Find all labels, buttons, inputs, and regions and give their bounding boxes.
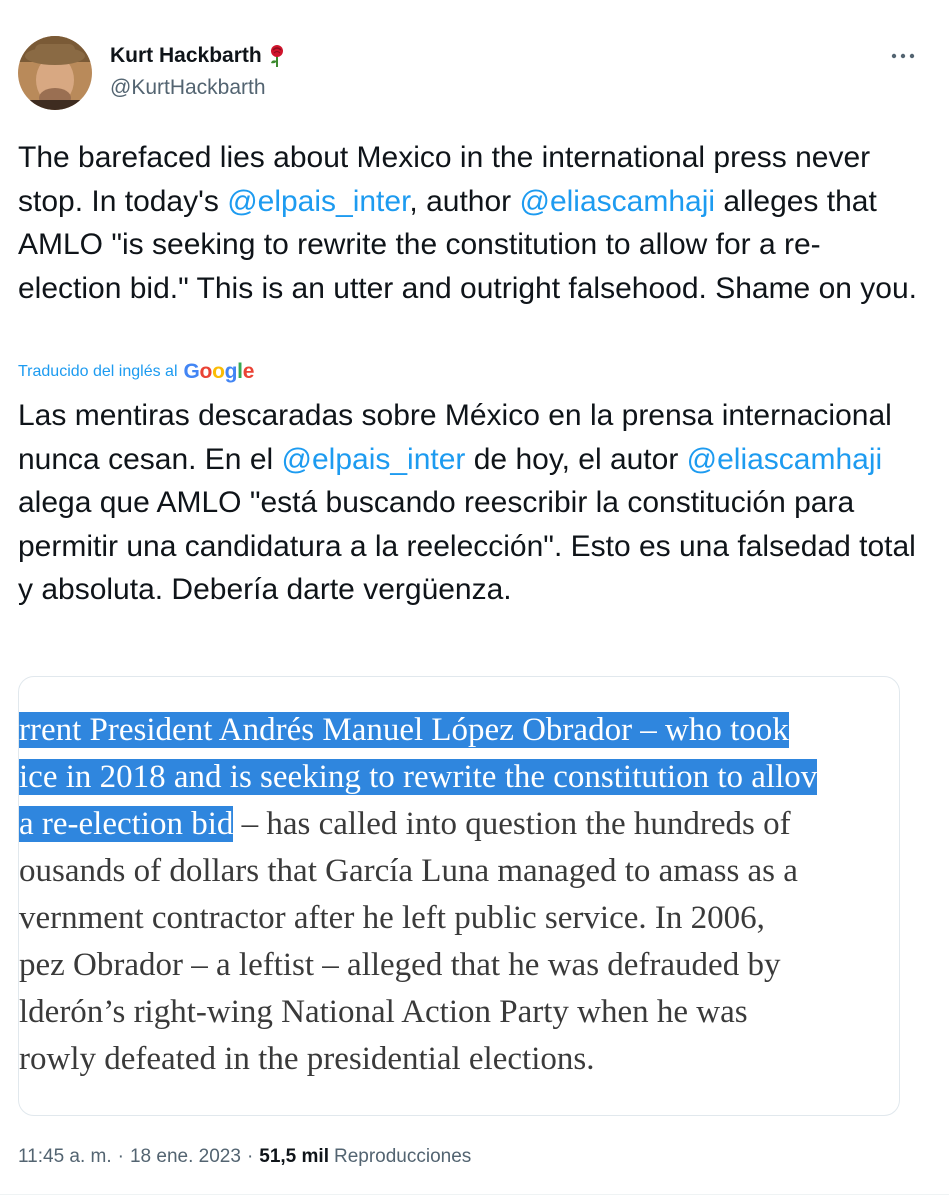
article-text-rest: – has called into question the hundreds of bbox=[233, 806, 791, 842]
highlighted-text: ice in 2018 and is seeking to rewrite the constitution to allov bbox=[19, 759, 818, 795]
translated-text-segment: de hoy, el autor bbox=[465, 442, 687, 476]
article-text-rest: lderón’s right-wing National Action Party when he was bbox=[19, 994, 748, 1030]
views-label: Reproducciones bbox=[333, 1146, 472, 1167]
avatar[interactable] bbox=[18, 36, 92, 110]
article-line bbox=[19, 989, 899, 1036]
divider bbox=[0, 1194, 949, 1195]
handle[interactable]: @KurtHackbarth bbox=[110, 76, 266, 99]
translated-text-segment: alega que AMLO "está buscando reescribir la constitución para permitir una candidatura a la reelección". Esto es una falsedad total y absoluta. Debería darte vergüenza. bbox=[18, 486, 916, 606]
article-text-rest: rowly defeated in the presidential elections. bbox=[19, 1041, 595, 1077]
translated-text bbox=[18, 394, 923, 612]
article-line bbox=[19, 848, 899, 895]
google-logo: Google bbox=[183, 360, 255, 383]
tweet-date[interactable]: 18 ene. 2023 bbox=[129, 1146, 241, 1167]
name-row bbox=[110, 44, 286, 68]
rose-icon bbox=[268, 44, 286, 68]
tweet-text-segment: , author bbox=[409, 184, 520, 218]
mention-link[interactable]: @eliascamhaji bbox=[686, 442, 883, 476]
article-line bbox=[19, 801, 899, 848]
article-line bbox=[19, 895, 899, 942]
article-text-rest: ousands of dollars that García Luna managed to amass as a bbox=[19, 853, 798, 889]
tweet-text-segment: The barefaced lies about Mexico in the international press never stop. In today's bbox=[18, 141, 871, 218]
views-count[interactable]: 51,5 mil bbox=[259, 1146, 329, 1167]
tweet-text-segment: alleges that AMLO "is seeking to rewrite the constitution to allow for a re-election bid." This is an utter and outright falsehood. Shame on you. bbox=[18, 184, 917, 305]
article-excerpt bbox=[19, 707, 899, 1083]
article-line bbox=[19, 707, 899, 754]
article-text-rest: vernment contractor after he left public service. In 2006, bbox=[19, 900, 765, 936]
article-line bbox=[19, 1036, 899, 1083]
tweet-time[interactable]: 11:45 a. m. bbox=[18, 1146, 112, 1167]
highlighted-text: rrent President Andrés Manuel López Obrador – who took bbox=[19, 712, 789, 748]
tweet-meta bbox=[18, 1146, 471, 1168]
mention-link[interactable]: @elpais_inter bbox=[227, 184, 410, 218]
tweet-text bbox=[18, 136, 918, 310]
translated-text-segment: Las mentiras descaradas sobre México en la prensa internacional nunca cesan. En el bbox=[18, 399, 892, 476]
highlighted-text: a re-election bid bbox=[19, 806, 234, 842]
media-image[interactable] bbox=[18, 676, 900, 1116]
translated-by-google[interactable] bbox=[18, 360, 254, 384]
more-options-icon[interactable] bbox=[888, 46, 918, 66]
display-name[interactable]: Kurt Hackbarth bbox=[110, 44, 262, 67]
article-line bbox=[19, 942, 899, 989]
meta-separator: · bbox=[117, 1146, 124, 1167]
mention-link[interactable]: @eliascamhaji bbox=[519, 184, 716, 218]
article-screenshot bbox=[19, 677, 899, 1115]
mention-link[interactable]: @elpais_inter bbox=[281, 442, 466, 476]
translated-by-label[interactable]: Traducido del inglés al bbox=[18, 363, 178, 380]
article-text-rest: pez Obrador – a leftist – alleged that he was defrauded by bbox=[19, 947, 781, 983]
meta-separator: · bbox=[246, 1146, 254, 1167]
tweet-header bbox=[18, 36, 918, 112]
article-line bbox=[19, 754, 899, 801]
